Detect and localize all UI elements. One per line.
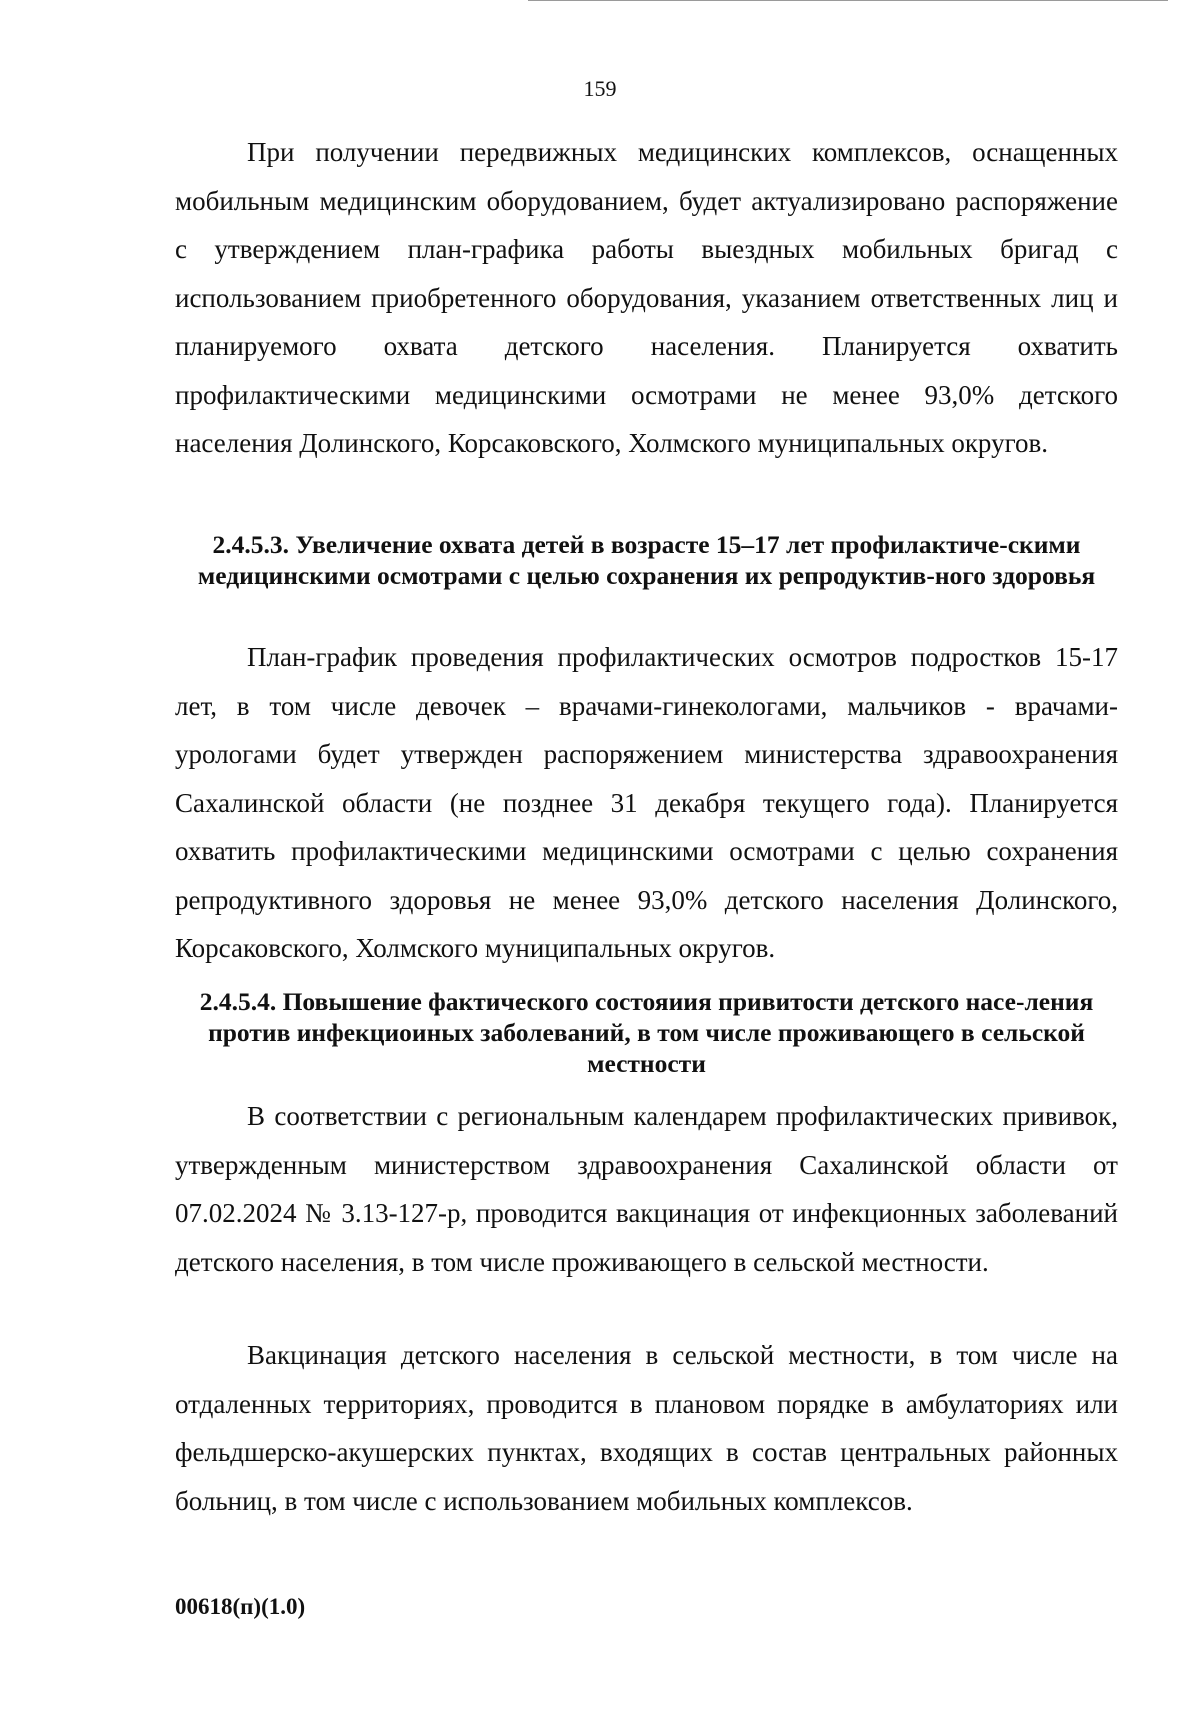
paragraph-vaccination-calendar: В соответствии с региональным календарем профилактических прививок, утвержденным министерством здравоохранения Сахалинской области от 07.02.2024 № 3.13-127-р, проводится вакцинация от инфекционных заболеваний детского населения, в том числе проживающего в сельской местности. (175, 1101, 1118, 1277)
paragraph-rural-vaccination: Вакцинация детского населения в сельской местности, в том числе на отдаленных территориях, проводится в плановом порядке в амбулаториях или фельдшерско-акушерских пунктах, входящих в состав центральных районных больниц, в том числе с использованием мобильных комплексов. (175, 1340, 1118, 1516)
section-heading-2-4-5-4: 2.4.5.4. Повышение фактического состояиия привитости детского насе-ления против инфекциоиных заболеваний, в том числе проживающего в сельской местности (199, 987, 1094, 1078)
section-heading-2-4-5-3: 2.4.5.3. Увеличение охвата детей в возрасте 15–17 лет профилактиче-скими медицинскими осмотрами с целью сохранения их репродуктив-ного здоровья (197, 530, 1096, 590)
paragraph-teen-checkups: План-график проведения профилактических осмотров подростков 15-17 лет, в том числе девочек – врачами-гинекологами, мальчиков - врачами-урологами будет утвержден распоряжением министерства здравоохранения Сахалинской области (не позднее 31 декабря текущего года). Планируется охватить профилактическими медицинскими осмотрами с целью сохранения репродуктивного здоровья не менее 93,0% детского населения Долинского, Корсаковского, Холмского муниципальных округов. (175, 642, 1118, 963)
top-border-line (528, 0, 1168, 1)
document-footer-code: 00618(п)(1.0) (175, 1594, 306, 1619)
page-number: 159 (583, 76, 617, 101)
paragraph-mobile-complexes: При получении передвижных медицинских комплексов, оснащенных мобильным медицинским оборудованием, будет актуализировано распоряжение с утверждением план-графика работы выездных мобильных бригад с использованием приобретенного оборудования, указанием ответственных лиц и планируемого охвата детского населения. Планируется охватить профилактическими медицинскими осмотрами не менее 93,0% детского населения Долинского, Корсаковского, Холмского муниципальных округов. (175, 137, 1118, 458)
